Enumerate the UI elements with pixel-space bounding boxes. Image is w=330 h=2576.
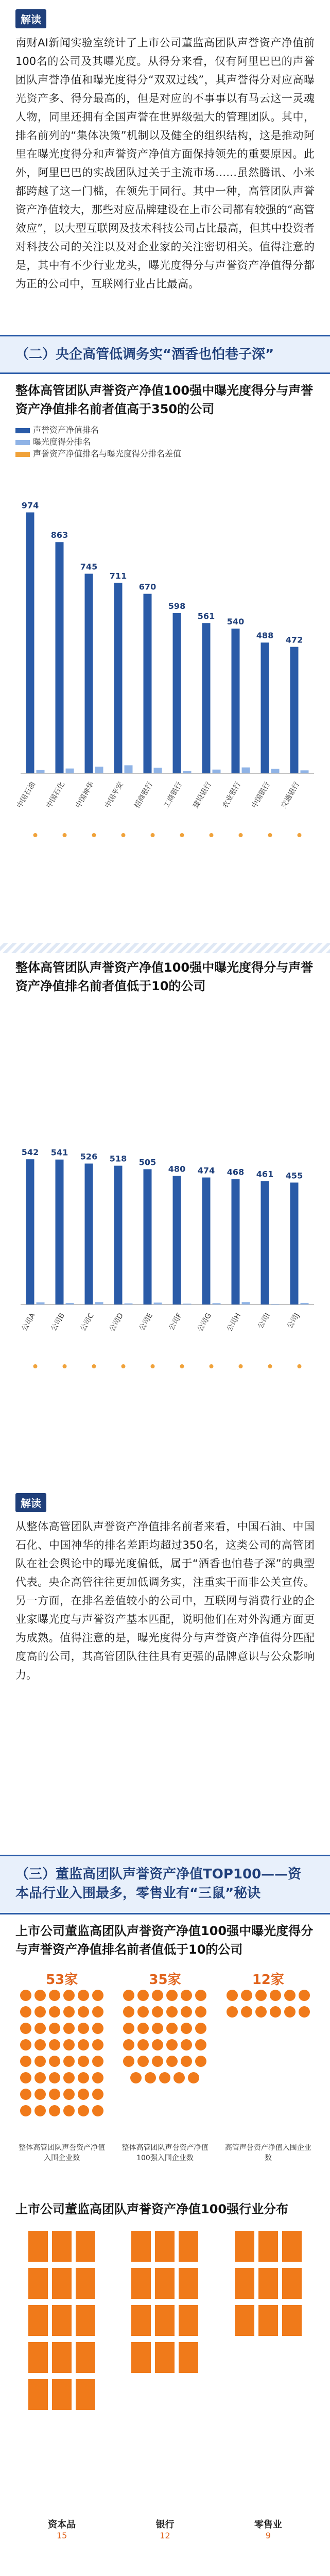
coin-icon — [49, 2072, 60, 2083]
diff-dot — [92, 833, 96, 837]
bar-rep — [173, 1176, 181, 1304]
bar-rep — [85, 1163, 93, 1304]
data-label: 488 — [256, 631, 274, 641]
industry-block-grid — [15, 2229, 108, 2517]
coin-icon — [63, 2006, 75, 2018]
coin-icon — [34, 2072, 46, 2083]
legend-rep: 声誉资产净值排名 — [33, 425, 99, 435]
data-label: 974 — [21, 500, 39, 511]
diff-dot — [121, 1364, 126, 1368]
diff-dot — [268, 1364, 272, 1368]
coin-icon — [20, 2089, 31, 2100]
industry-block — [155, 2342, 175, 2373]
coin-icon — [241, 2006, 252, 2018]
coin-icon — [137, 2023, 149, 2034]
card-label: 高管声誉资产净值入围企业数 — [224, 2144, 311, 2162]
diff-dot — [210, 833, 214, 837]
coin-icon — [137, 2006, 149, 2018]
coin-icon — [78, 2039, 89, 2050]
diff-dot — [63, 833, 67, 837]
coin-icon — [20, 2006, 31, 2018]
tick-label: 中国石油 — [15, 781, 37, 810]
tick-label: 公司J — [286, 1312, 301, 1330]
coin-icon — [78, 2023, 89, 2034]
summary-card — [222, 1969, 315, 2163]
bar-exp — [37, 770, 45, 773]
cards-row — [0, 1959, 330, 2174]
coin-icon — [166, 2006, 178, 2018]
data-label: 670 — [138, 582, 157, 592]
diff-dot — [210, 1364, 214, 1368]
diff-dot — [180, 1364, 184, 1368]
diff-dot — [239, 1364, 243, 1368]
bar-rep — [173, 613, 181, 773]
diff-dot — [151, 1364, 155, 1368]
industry-section — [0, 2200, 330, 2576]
industry-block — [282, 2268, 302, 2299]
coin-icon — [34, 2056, 46, 2067]
diff-dot — [92, 1364, 96, 1368]
industry-block — [155, 2268, 175, 2299]
industry-block — [155, 2231, 175, 2262]
industry-column — [222, 2229, 315, 2540]
bar-exp — [301, 770, 309, 773]
industry-block — [28, 2231, 48, 2262]
legend-exp: 曝光度得分排名 — [33, 437, 91, 447]
coin-icon — [181, 2056, 192, 2067]
industry-block — [28, 2268, 48, 2299]
coin-icon — [166, 2023, 178, 2034]
industry-block — [52, 2268, 72, 2299]
chart1-title: 整体高管团队声誉资产净值100强中曝光度得分与声誉资产净值排名前者值高于350的公司 — [15, 383, 314, 416]
industry-block — [258, 2305, 278, 2336]
bar-rep — [26, 513, 34, 773]
diff-dot — [239, 833, 243, 837]
bar-exp — [37, 1302, 45, 1304]
industry-block — [52, 2305, 72, 2336]
coin-icon — [195, 2006, 206, 2018]
industry-block — [179, 2268, 198, 2299]
coin-icon — [227, 1990, 238, 2001]
coin-icon — [20, 2072, 31, 2083]
industry-block — [76, 2268, 95, 2299]
coin-icon — [181, 1990, 192, 2001]
coin-icon — [173, 2072, 185, 2083]
bar-exp — [271, 769, 280, 773]
industry-count: 15 — [56, 2531, 67, 2540]
coin-icon — [195, 2039, 206, 2050]
note-section — [0, 1484, 330, 1844]
industry-name: 零售业 — [254, 2519, 282, 2530]
coin-icon — [63, 2072, 75, 2083]
industry-block — [131, 2305, 151, 2336]
industry-block — [155, 2305, 175, 2336]
coin-icon — [92, 2039, 103, 2050]
section1-banner-text: （二）央企高管低调务实“酒香也怕巷子深” — [15, 347, 274, 362]
card-count: 12家 — [252, 1972, 284, 1988]
coin-icon — [284, 2006, 296, 2018]
industry-block — [258, 2231, 278, 2262]
coin-icon — [63, 2023, 75, 2034]
diff-dot — [151, 833, 155, 837]
industry-block — [28, 2305, 48, 2336]
coin-icon — [130, 2072, 142, 2083]
coin-icon — [63, 2039, 75, 2050]
data-label: 468 — [227, 1167, 245, 1177]
bar-rep — [232, 1179, 240, 1304]
bar-exp — [213, 1303, 221, 1304]
tick-label: 中国银行 — [250, 781, 272, 810]
bar-rep — [202, 623, 211, 773]
divider-stripe — [0, 943, 330, 953]
coin-icon — [152, 2039, 163, 2050]
tick-label: 交通银行 — [280, 781, 301, 810]
industry-block-grid — [222, 2229, 315, 2517]
industry-block — [235, 2268, 254, 2299]
industry-block — [52, 2379, 72, 2410]
coin-icon — [49, 2023, 60, 2034]
industry-column — [15, 2229, 108, 2540]
chart2-title: 整体高管团队声誉资产净值100强中曝光度得分与声誉资产净值排名前者值低于10的公司 — [15, 960, 314, 993]
industry-block — [76, 2342, 95, 2373]
industry-block — [52, 2342, 72, 2373]
coin-icon — [78, 2072, 89, 2083]
data-label: 518 — [109, 1154, 127, 1164]
tick-label: 公司F — [167, 1312, 184, 1332]
industry-block — [76, 2305, 95, 2336]
bar-rep — [290, 1182, 299, 1304]
bar-exp — [66, 769, 74, 773]
tick-label: 中国石化 — [45, 781, 66, 810]
industry-block — [131, 2268, 151, 2299]
bar-exp — [125, 765, 133, 773]
coin-icon — [299, 2006, 310, 2018]
bar-rep — [261, 1181, 269, 1304]
bar-exp — [242, 1302, 250, 1304]
note-paragraph: 从整体高管团队声誉资产净值排名前者来看，中国石油、中国石化、中国神华的排名差距均超过350名，这类公司的高管团队在社会舆论中的曝光度偏低，属于“酒香也怕巷子深”的典型代表。央企高管往往更加低调务实，注重实干而非公关宣传。另一方面，在排名差值较小的公司中，互联网与消费行业的企业家曝光度与声誉资产基本匹配，说明他们在对外沟通方面更为成熟。值得注意的是，曝光度得分与声誉资产净值得分匹配度高的公司，其高管团队往往具有更强的品牌意识与公众影响力。 — [15, 1520, 315, 1681]
tick-label: 公司G — [196, 1312, 213, 1333]
bar-exp — [125, 1303, 133, 1304]
data-label: 505 — [138, 1157, 157, 1167]
industry-block — [179, 2305, 198, 2336]
industry-block — [282, 2231, 302, 2262]
chart2-section — [0, 958, 330, 1473]
coin-icon — [34, 2105, 46, 2116]
data-label: 461 — [256, 1169, 274, 1179]
coin-icon — [181, 2006, 192, 2018]
legend-diff: 声誉资产净值排名与曝光度得分排名差值 — [33, 449, 182, 459]
coin-icon — [241, 1990, 252, 2001]
coin-icon — [49, 2006, 60, 2018]
diff-dot — [298, 833, 302, 837]
coin-grid — [15, 1988, 108, 2143]
coin-icon — [34, 2006, 46, 2018]
card-label: 整体高管团队声誉资产净值100强入围企业数 — [121, 2144, 209, 2162]
data-label: 526 — [80, 1151, 98, 1162]
industry-block — [179, 2231, 198, 2262]
diff-dot — [33, 833, 38, 837]
diff-dot — [268, 833, 272, 837]
coin-icon — [92, 2072, 103, 2083]
coin-icon — [137, 1990, 149, 2001]
tick-label: 公司B — [49, 1312, 66, 1333]
industry-block — [131, 2342, 151, 2373]
industry-block — [76, 2379, 95, 2410]
coin-grid — [222, 1988, 315, 2143]
jiedu-tag-2: 解读 — [15, 1493, 46, 1512]
coin-icon — [166, 2056, 178, 2067]
bar-exp — [154, 768, 162, 773]
data-label: 541 — [50, 1147, 68, 1158]
coin-icon — [49, 2056, 60, 2067]
industry-block-grid — [118, 2229, 211, 2517]
coin-icon — [20, 2023, 31, 2034]
coin-icon — [152, 2023, 163, 2034]
coin-icon — [152, 2006, 163, 2018]
coin-icon — [284, 1990, 296, 2001]
coin-icon — [123, 2056, 134, 2067]
data-label: 540 — [227, 617, 245, 627]
coin-icon — [63, 2089, 75, 2100]
bar-exp — [154, 1302, 162, 1304]
tick-label: 中国神华 — [74, 781, 96, 810]
bar-rep — [56, 542, 64, 773]
bar-rep — [290, 647, 299, 773]
data-label: 472 — [285, 635, 303, 645]
diff-dot — [63, 1364, 67, 1368]
chart1-section — [0, 381, 330, 938]
industry-name: 银行 — [155, 2519, 175, 2530]
chart2-svg — [0, 995, 330, 1459]
bar-rep — [85, 574, 93, 773]
diff-dot — [121, 833, 126, 837]
coin-icon — [227, 2006, 238, 2018]
coin-icon — [92, 1990, 103, 2001]
bar-rep — [232, 629, 240, 773]
tick-label: 公司D — [108, 1312, 125, 1333]
bar-exp — [183, 771, 192, 773]
legend-swatch-exp — [15, 440, 30, 445]
industry-block — [131, 2231, 151, 2262]
bar-rep — [144, 594, 152, 773]
industry-column — [118, 2229, 211, 2540]
coin-icon — [270, 1990, 281, 2001]
diff-dot — [298, 1364, 302, 1368]
industry-block — [28, 2379, 48, 2410]
diff-dot — [33, 1364, 38, 1368]
industry-block — [52, 2231, 72, 2262]
coin-icon — [34, 2089, 46, 2100]
coin-icon — [49, 2105, 60, 2116]
coin-icon — [78, 2089, 89, 2100]
coin-icon — [92, 2089, 103, 2100]
coin-icon — [78, 2105, 89, 2116]
data-label: 863 — [50, 530, 68, 540]
cards-section — [0, 1922, 330, 2190]
industry-block — [235, 2231, 254, 2262]
tick-label: 农业银行 — [221, 781, 242, 810]
tick-label: 公司A — [20, 1312, 37, 1333]
summary-card — [15, 1969, 108, 2163]
coin-icon — [166, 2039, 178, 2050]
bar-exp — [95, 1302, 103, 1304]
industry-block — [179, 2342, 198, 2373]
industry-block — [282, 2305, 302, 2336]
coin-icon — [123, 2006, 134, 2018]
coin-icon — [92, 2023, 103, 2034]
coin-icon — [181, 2023, 192, 2034]
tick-label: 工商银行 — [162, 781, 184, 810]
tick-label: 公司H — [225, 1312, 242, 1333]
data-label: 711 — [109, 571, 127, 581]
coin-icon — [20, 2039, 31, 2050]
coin-icon — [63, 2056, 75, 2067]
coin-icon — [20, 2056, 31, 2067]
bar-exp — [66, 1303, 74, 1304]
coin-icon — [195, 1990, 206, 2001]
legend-swatch-rep — [15, 428, 30, 433]
bar-exp — [95, 767, 103, 773]
section3-banner — [0, 1855, 330, 1914]
coin-icon — [49, 2039, 60, 2050]
coin-icon — [63, 1990, 75, 2001]
section1-banner — [0, 335, 330, 374]
coin-icon — [152, 2056, 163, 2067]
tick-label: 公司C — [79, 1312, 96, 1333]
coin-icon — [195, 2023, 206, 2034]
bar-rep — [144, 1169, 152, 1304]
data-label: 561 — [197, 611, 215, 621]
coin-grid — [118, 1988, 211, 2143]
bar-rep — [114, 1166, 123, 1304]
tick-label: 建设银行 — [192, 781, 213, 810]
data-label: 542 — [21, 1147, 39, 1158]
coin-icon — [137, 2056, 149, 2067]
bar-rep — [261, 642, 269, 773]
coin-icon — [92, 2006, 103, 2018]
coin-icon — [255, 1990, 267, 2001]
industry-row — [0, 2218, 330, 2551]
coin-icon — [166, 1990, 178, 2001]
bar-exp — [213, 770, 221, 773]
coin-icon — [188, 2072, 199, 2083]
coin-icon — [92, 2105, 103, 2116]
coin-icon — [123, 1990, 134, 2001]
industry-count: 9 — [265, 2531, 271, 2540]
card-count: 53家 — [46, 1972, 78, 1988]
intro-paragraph: 南财AI新闻实验室统计了上市公司董监高团队声誉资产净值前100名的公司及其曝光度。从得分来看，仅有阿里巴巴的声誉团队声誉净值和曝光度得分“双双过线”，其声誉得分对应高曝光资产多、得分最高的，但是对应的不事事以有马云这一灵魂人物，同里还拥有全国声誉在世界级强大的管理团队。其中，排名前列的“集体决策”机制以及健全的组织结构，这是推动阿里在曝光度得分和声誉资产净值方面保持领先的重要原因。此外，阿里巴巴的实战团队过关于主流市场……虽然腾讯、小米都跨越了这一门槛，在领先于同行。其中一种，高管团队声誉资产净值较大，那些对应品牌建设在上市公司都有较强的“高管效应”，以大型互联网及技术科技公司占比最高，但其中投资者对科技公司的关注以及对企业家的关注密切相关。值得注意的是，其中有不少行业龙头，曝光度得分与声誉资产净值得分都为正的公司中，互联网行业占比最高。 — [15, 37, 315, 290]
coin-icon — [20, 2105, 31, 2116]
coin-icon — [20, 1990, 31, 2001]
coin-icon — [63, 2105, 75, 2116]
tick-label: 公司I — [256, 1312, 272, 1330]
bar-exp — [242, 768, 250, 773]
card-label: 整体高管团队声誉资产净值入围企业数 — [19, 2144, 106, 2162]
coin-icon — [255, 2006, 267, 2018]
data-label: 455 — [285, 1171, 303, 1181]
chart1-legend — [0, 418, 330, 464]
bar-rep — [26, 1159, 34, 1304]
bar-rep — [56, 1160, 64, 1304]
coin-icon — [195, 2056, 206, 2067]
data-label: 480 — [168, 1164, 186, 1174]
section3-banner-text: （三）董监高团队声誉资产净值TOP100——资本品行业入围最多，零售业有“三鼠”秘诀 — [15, 1867, 302, 1901]
coin-icon — [159, 2072, 170, 2083]
industry-name: 资本品 — [48, 2519, 76, 2530]
card-count: 35家 — [149, 1972, 181, 1988]
tick-label: 招商银行 — [133, 781, 154, 810]
coin-icon — [78, 2006, 89, 2018]
industry-block — [235, 2305, 254, 2336]
bar-rep — [114, 583, 123, 773]
coin-icon — [34, 2023, 46, 2034]
coin-icon — [34, 1990, 46, 2001]
diff-dot — [180, 833, 184, 837]
intro-section — [0, 0, 330, 330]
coin-icon — [34, 2039, 46, 2050]
coin-icon — [181, 2039, 192, 2050]
coin-icon — [49, 2089, 60, 2100]
coin-icon — [78, 1990, 89, 2001]
bar-rep — [202, 1178, 211, 1304]
jiedu-tag: 解读 — [15, 9, 46, 28]
industry-count: 12 — [160, 2531, 170, 2540]
industry-block — [28, 2342, 48, 2373]
tick-label: 公司E — [137, 1312, 154, 1332]
industry-block — [258, 2268, 278, 2299]
summary-card — [118, 1969, 211, 2163]
coin-icon — [299, 1990, 310, 2001]
tick-label: 中国平安 — [103, 781, 125, 810]
coin-icon — [270, 2006, 281, 2018]
coin-icon — [92, 2056, 103, 2067]
data-label: 474 — [197, 1165, 215, 1176]
chart1-svg — [0, 464, 330, 928]
bar-exp — [301, 1303, 309, 1304]
coin-icon — [78, 2056, 89, 2067]
coin-icon — [123, 2039, 134, 2050]
coin-icon — [49, 1990, 60, 2001]
coin-icon — [152, 1990, 163, 2001]
industry-title: 上市公司董监高团队声誉资产净值100强行业分布 — [15, 2202, 289, 2216]
coin-icon — [123, 2023, 134, 2034]
cards-title: 上市公司董监高团队声誉资产净值100强中曝光度得分与声誉资产净值排名前者值低于10的公司 — [15, 1924, 314, 1957]
data-label: 745 — [80, 562, 98, 572]
coin-icon — [145, 2072, 156, 2083]
industry-block — [76, 2231, 95, 2262]
legend-swatch-diff — [15, 452, 30, 457]
data-label: 598 — [168, 601, 186, 612]
bar-exp — [183, 1303, 192, 1304]
coin-icon — [137, 2039, 149, 2050]
